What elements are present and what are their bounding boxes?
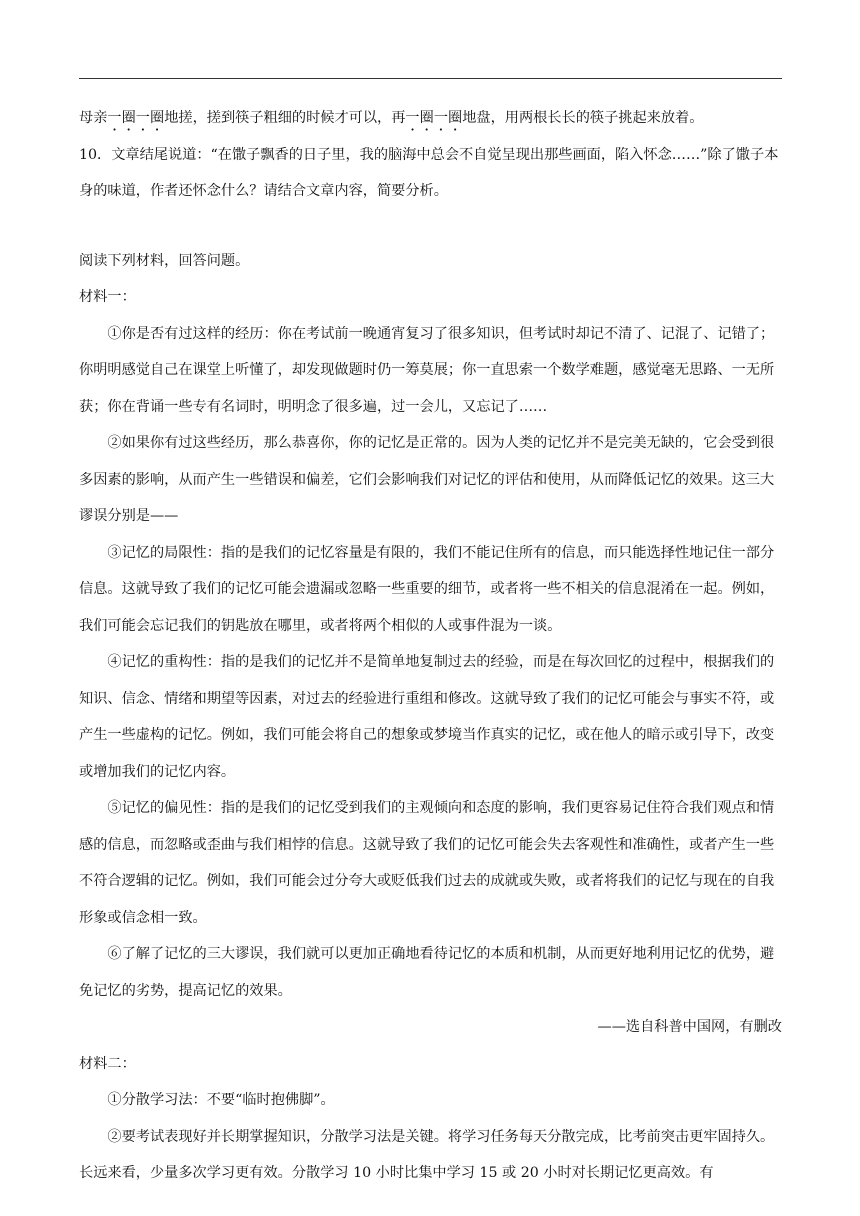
material-one-para-6: ⑥了解了记忆的三大谬误，我们就可以更加正确地看待记忆的本质和机制，从而更好地利用记忆的优势，避免记忆的劣势，提高记忆的效果。: [79, 946, 775, 999]
material-one-source: ——选自科普中国网，有删改: [597, 1019, 782, 1035]
material-one-para-5: ⑤记忆的偏见性：指的是我们的记忆受到我们的主观倾向和态度的影响，我们更容易记住符合我们观点和情感的信息，而忽略或歪曲与我们相悖的信息。这就导致了我们的记忆可能会失去客观性和准确性，或者产生一些不符合逻辑的记忆。例如，我们可能会过分夸大或贬低我们过去的成就或失败，或者将我们的记忆与现在的自我形象或信念相一致。: [79, 800, 775, 926]
material-two-para-2: ②要考试表现好并长期掌握知识，分散学习法是关键。将学习任务每天分散完成，比考前突击更牢固持久。长远来看，少量多次学习更有效。分散学习 10 小时比集中学习 15 或 20 小时对长期记忆更高效。有: [79, 1128, 775, 1181]
material-one-para-1: ①你是否有过这样的经历：你在考试前一晚通宵复习了很多知识，但考试时却记不清了、记混了、记错了；你明明感觉自己在课堂上听懂了，却发现做题时仍一筹莫展；你一直思索一个数学难题，感觉毫无思路、一无所获；你在背诵一些专有名词时，明明念了很多遍，过一会儿，又忘记了……: [79, 325, 775, 415]
material-one-para-3: ③记忆的局限性：指的是我们的记忆容量是有限的，我们不能记住所有的信息，而只能选择性地记住一部分信息。这就导致了我们的记忆可能会遗漏或忽略一些重要的细节，或者将一些不相关的信息混淆在一起。例如，我们可能会忘记我们的钥匙放在哪里，或者将两个相似的人或事件混为一谈。: [79, 544, 775, 634]
document-body: [79, 100, 782, 1192]
reading-instruction: 阅读下列材料，回答问题。: [79, 252, 250, 269]
question-10: 10．文章结尾说道：“在馓子飘香的日子里，我的脑海中总会不自觉呈现出那些画面，陷入怀念……”除了馓子本身的味道，作者还怀念什么？请结合文章内容，简要分析。: [79, 146, 779, 199]
material-one-para-4: ④记忆的重构性：指的是我们的记忆并不是简单地复制过去的经验，而是在每次回忆的过程中，根据我们的知识、信念、情绪和期望等因素，对过去的经验进行重组和修改。这就导致了我们的记忆可能会与事实不符，或产生一些虚构的记忆。例如，我们可能会将自己的想象或梦境当作真实的记忆，或在他人的暗示或引导下，改变或增加我们的记忆内容。: [79, 654, 775, 780]
material-one-para-2: ②如果你有过这些经历，那么恭喜你，你的记忆是正常的。因为人类的记忆并不是完美无缺的，它会受到很多因素的影响，从而产生一些错误和偏差，它们会影响我们对记忆的评估和使用，从而降低记忆的效果。这三大谬误分别是——: [79, 435, 775, 524]
material-two-heading: 材料二：: [79, 1055, 136, 1072]
material-one-heading: 材料一：: [79, 289, 136, 305]
material-two-para-1: ①分散学习法：不要“临时抱佛脚”。: [107, 1092, 335, 1108]
header-rule: [79, 78, 782, 79]
paragraph-continuation: 母亲一圈一圈地搓，搓到筷子粗细的时候才可以，再一圈一圈地盘，用两根长长的筷子挑起来放着。: [79, 110, 704, 126]
